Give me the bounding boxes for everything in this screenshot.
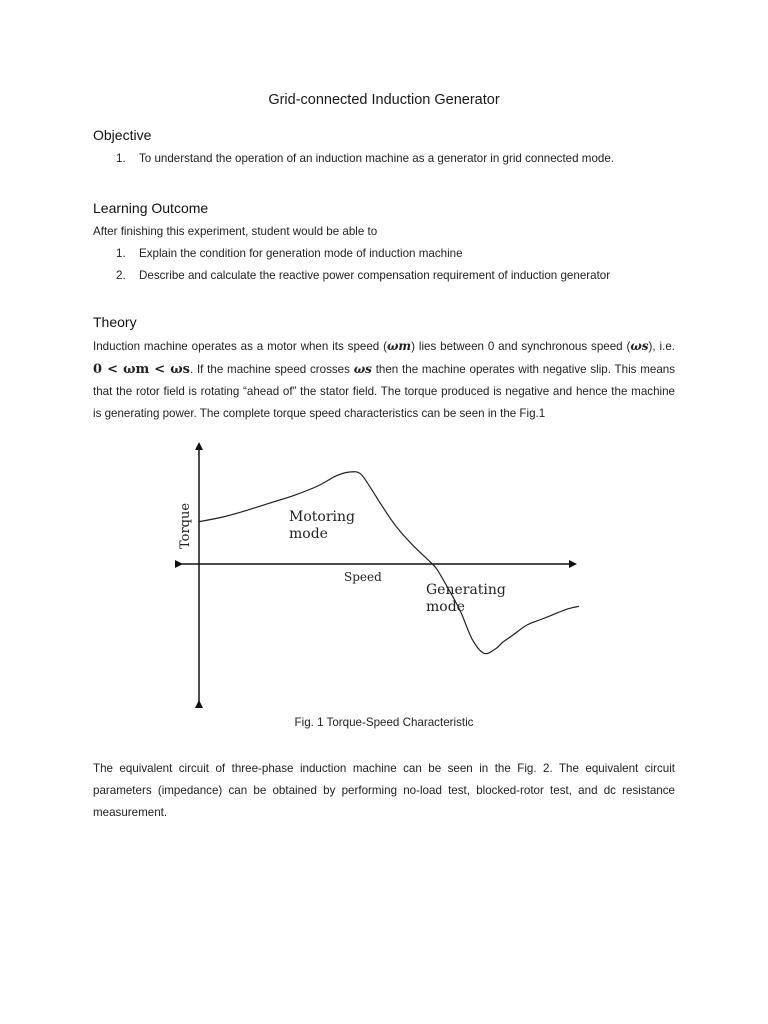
theory-paragraph-1 — [93, 335, 675, 425]
text-run: then the machine operates with negative slip. This means that the rotor field is rotating “ahead of” the stator field. The torque produced is negative and hence the machine is generating power. The complete torque speed characteristics can be seen in the Fig.1 — [93, 363, 676, 420]
speed-inequality: 0 < ωm < ωs — [93, 362, 190, 377]
figure-caption: Fig. 1 Torque-Speed Characteristic — [294, 716, 474, 729]
objective-item — [116, 152, 614, 165]
learning-outcome-heading: Learning Outcome — [93, 200, 209, 216]
omega-s-symbol: ωs — [630, 339, 649, 353]
text-run: Induction machine operates as a motor when its speed ( — [93, 340, 387, 353]
motoring-mode-label-line1: Motoring — [289, 509, 355, 525]
list-number: 1. — [116, 152, 126, 165]
list-number: 2. — [116, 269, 126, 282]
theory-paragraph-2: The equivalent circuit of three-phase induction machine can be seen in the Fig. 2. The equivalent circuit parameters (impedance) can be obtained by performing no-load test, blocked-rotor test, and dc resistance measurement. — [93, 762, 675, 819]
learning-outcome-intro: After finishing this experiment, student would be able to — [93, 225, 378, 238]
text-run: . If the machine speed crosses — [189, 363, 350, 376]
omega-m-symbol: ωm — [387, 339, 412, 353]
list-text: Explain the condition for generation mode of induction machine — [139, 247, 463, 260]
list-text: Describe and calculate the reactive power compensation requirement of induction generator — [139, 269, 611, 282]
omega-s-symbol: ωs — [353, 362, 372, 376]
generating-mode-label-line2: mode — [426, 599, 465, 615]
torque-speed-curve — [199, 472, 579, 654]
torque-axis-label: Torque — [178, 502, 193, 550]
motoring-mode-label-line2: mode — [289, 526, 328, 542]
objective-heading: Objective — [93, 127, 152, 143]
list-number: 1. — [116, 247, 126, 260]
text-run: i.e. — [659, 340, 675, 353]
list-text: To understand the operation of an induction machine as a generator in grid connected mode. — [139, 152, 615, 165]
learning-outcome-item-1 — [116, 247, 463, 260]
document-title: Grid-connected Induction Generator — [268, 92, 500, 108]
text-run: ) lies between 0 and synchronous speed ( — [411, 340, 631, 353]
torque-speed-figure — [170, 436, 610, 711]
theory-heading: Theory — [93, 314, 137, 330]
generating-mode-label-line1: Generating — [426, 582, 506, 598]
learning-outcome-item-2 — [116, 269, 610, 282]
speed-axis-label: Speed — [344, 570, 382, 584]
text-run: ), — [648, 340, 656, 353]
